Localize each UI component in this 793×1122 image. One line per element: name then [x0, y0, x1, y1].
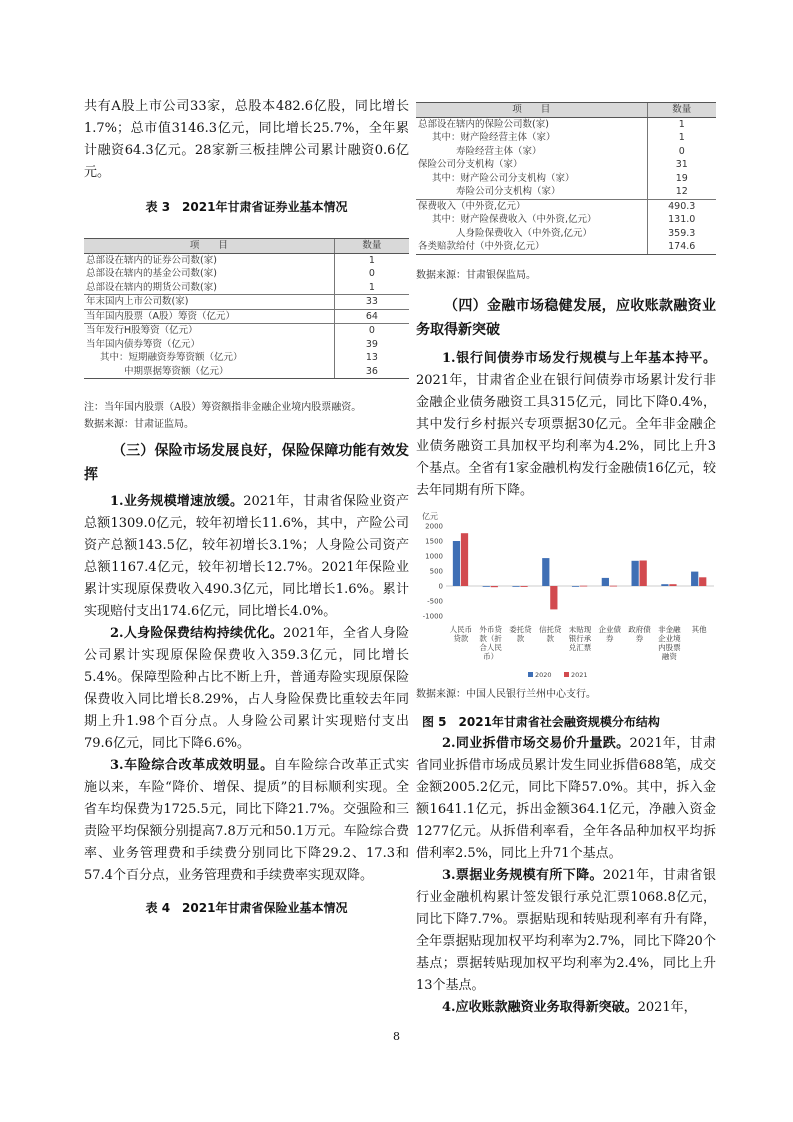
row-label: 其中：财产险保费收入（中外资,亿元）	[432, 214, 597, 225]
row-value: 13	[334, 351, 409, 365]
table-row	[84, 309, 409, 324]
x-tick-label: 信托贷	[538, 624, 562, 634]
y-axis-label: 亿元	[422, 511, 438, 521]
y-tick-label: 2000	[425, 522, 443, 530]
legend-label-2020: 2020	[535, 670, 552, 679]
bar-2021-6	[640, 560, 647, 586]
row-label: 中期票据筹资额（亿元）	[84, 365, 334, 379]
bar-2021-8	[699, 577, 706, 586]
x-tick-label: 券	[635, 633, 644, 643]
paragraph-body: 2021年，	[637, 999, 697, 1015]
row-value: 1	[334, 253, 409, 267]
x-tick-label: 未贴现	[568, 624, 592, 634]
paragraph-title: 2.人身险保费结构持续优化。	[110, 626, 284, 641]
paragraph-interbank-lending	[416, 733, 716, 865]
row-value: 31	[647, 158, 716, 172]
bar-2020-3	[542, 558, 549, 586]
x-tick-label: 券	[606, 633, 614, 643]
bar-2020-2	[512, 586, 519, 587]
row-label: 总部设在辖内的保险公司数(家)	[418, 118, 549, 130]
x-tick-label: 兑汇票	[568, 642, 592, 652]
bar-2021-7	[669, 584, 676, 586]
table-row	[416, 240, 716, 254]
row-label: 当年国内股票（A股）筹资（亿元）	[84, 309, 334, 324]
table3-title: 表 3 2021年甘肃省证券业基本情况	[145, 200, 348, 214]
table-header-row	[84, 239, 409, 254]
row-value: 1	[647, 131, 716, 145]
bar-2021-1	[491, 586, 498, 587]
row-label: 总部设在辖内的基金公司数(家)	[86, 268, 217, 279]
row-label: 总部设在辖内的期货公司数(家)	[86, 281, 217, 293]
page-number: 8	[393, 1030, 400, 1043]
x-tick-label: 款	[546, 633, 554, 643]
table4	[416, 102, 716, 255]
bar-2021-3	[550, 586, 557, 609]
row-value: 1	[334, 281, 409, 295]
table-row	[84, 324, 409, 338]
paragraph-body: 2021年，全省人身险公司累计实现原保险保费收入359.3亿元，同比增长5.4%。保障型险种占比不断上升，普通寿险实现原保险保费收入同比增长8.29%，占人身险保费比重较去年同期上升1.98个百分点。人身险公司累计实现赔付支出79.6亿元，同比下降6.6%。	[84, 626, 409, 751]
table-row	[416, 131, 716, 145]
row-label: 人身险保费收入（中外资,亿元）	[456, 227, 593, 239]
paragraph-title: 1.业务规模增速放缓。	[110, 494, 244, 509]
table-row	[84, 253, 409, 267]
table3-note: 注：当年国内股票（A股）筹资额指非金融企业境内股票融资。	[84, 402, 362, 413]
bar-2020-1	[483, 586, 490, 587]
y-tick-label: 1000	[425, 552, 443, 560]
table-row	[84, 365, 409, 379]
legend-label-2021: 2021	[571, 670, 588, 679]
bar-2020-0	[453, 541, 460, 586]
bar-2020-5	[602, 577, 609, 585]
table-header-item: 项 目	[416, 103, 647, 118]
row-value: 12	[647, 185, 716, 199]
table3-source: 数据来源：甘肃证监局。	[84, 419, 194, 430]
table-header-row	[416, 103, 716, 118]
row-value: 0	[647, 145, 716, 159]
paragraph-title: 3.车险综合改革成效明显。	[110, 758, 274, 773]
row-label: 其中：财产险经营主体（家）	[432, 132, 556, 143]
paragraph-body: 2021年，甘肃省保险业资产总额1309.0亿元，较年初增长11.6%，其中，产险公司资产总额143.5亿，较年初增长3.1%；人身险公司资产总额1167.4亿元，较年初增长12.7%。2021年保险业累计实现原保费收入490.3亿元，同比增长1.6%。累计实现赔付支出174.6亿元，同比增长4.0%。	[84, 494, 409, 619]
legend-swatch-2021	[564, 672, 569, 677]
x-tick-label: 内股票	[658, 642, 681, 652]
x-tick-label: 融资	[661, 651, 677, 661]
table-row	[416, 172, 716, 186]
table-row	[84, 295, 409, 310]
paragraph-life-insurance	[84, 623, 409, 755]
x-tick-label: 合人民	[479, 642, 502, 652]
paragraph-receivables	[416, 997, 716, 1019]
left-column	[84, 96, 409, 919]
paragraph-body: 2021年，甘肃省同业拆借市场成员累计发生同业拆借688笔，成交金额2005.2亿元，同比下降57.0%。其中，拆入金额1641.1亿元，拆出金额364.1亿元，净融入资金1277亿元。从拆借利率看，全年各品种加权平均拆借利率2.5%，同比上升71个基点。	[416, 735, 716, 861]
table-header-count: 数量	[334, 239, 409, 254]
bar-2021-0	[461, 533, 468, 586]
right-column	[416, 96, 716, 1019]
table-header-count: 数量	[647, 103, 716, 118]
table-row	[84, 338, 409, 352]
row-label: 保费收入（中外资,亿元）	[416, 199, 647, 213]
row-value: 490.3	[647, 199, 716, 213]
table-row	[416, 185, 716, 199]
row-label: 当年发行H股筹资（亿元）	[84, 324, 334, 338]
table-row	[84, 267, 409, 281]
row-value: 1	[647, 117, 716, 131]
paragraph-business-scale	[84, 491, 409, 623]
row-value: 39	[334, 338, 409, 352]
bar-2020-4	[572, 586, 579, 587]
x-tick-label: 款（折	[479, 633, 502, 643]
row-label: 总部设在辖内的证券公司数(家)	[86, 254, 217, 266]
bar-2020-7	[661, 584, 668, 586]
bar-2021-4	[580, 585, 587, 586]
y-tick-label: 500	[429, 567, 443, 575]
row-value: 33	[334, 295, 409, 310]
bar-2021-5	[610, 585, 617, 586]
legend-swatch-2020	[528, 672, 533, 677]
table4-source: 数据来源：甘肃银保监局。	[416, 269, 536, 281]
paragraph-bill-business	[416, 865, 716, 997]
paragraph-title: 4.应收账款融资业务取得新突破。	[442, 999, 638, 1015]
x-tick-label: 外币贷	[479, 624, 502, 634]
row-label: 寿险公司分支机构（家）	[456, 186, 561, 197]
row-label: 其中：短期融资券筹资额（亿元）	[100, 352, 243, 363]
row-value: 174.6	[647, 240, 716, 254]
paragraph-body: 2021年，甘肃省银行业金融机构累计签发银行承兑汇票1068.8亿元，同比下降7.7%。票据贴现和转贴现利率有升有降，全年票据贴现加权平均利率为2.7%，同比下降20个基点；票据转贴现加权平均利率为2.4%，同比上升13个基点。	[416, 867, 716, 993]
row-value: 0	[334, 267, 409, 281]
x-tick-label: 政府债	[628, 624, 651, 634]
row-value: 64	[334, 309, 409, 324]
paragraph-title: 3.票据业务规模有所下降。	[442, 867, 603, 883]
x-tick-label: 币）	[483, 651, 499, 661]
table-row	[416, 213, 716, 227]
paragraph-body: 2021年，甘肃省企业在银行间债券市场累计发行非金融企业债务融资工具315亿元，同比下降0.4%，其中发行乡村振兴专项票据30亿元。全年非金融企业债务融资工具加权平均利率为4.2%，同比上升3个基点。全省有1家金融机构发行金融债16亿元，较去年同期有所下降。	[416, 372, 716, 498]
table-row	[416, 227, 716, 241]
table-row	[84, 281, 409, 295]
bar-2021-2	[520, 586, 527, 587]
intro-paragraph: 共有A股上市公司33家，总股本482.6亿股，同比增长1.7%；总市值3146.3亿元，同比增长25.7%，全年累计融资64.3亿元。28家新三板挂牌公司累计融资0.6亿元。	[84, 99, 409, 180]
y-tick-label: 0	[438, 582, 443, 590]
x-tick-label: 贷款	[453, 633, 469, 643]
row-value: 0	[334, 324, 409, 338]
figure5-title: 图 5 2021年甘肃省社会融资规模分布结构	[422, 714, 660, 729]
x-tick-label: 委托贷	[509, 624, 532, 634]
row-value: 131.0	[647, 213, 716, 227]
paragraph-body: 自车险综合改革正式实施以来，车险“降价、增保、提质”的目标顺利实现。全省车均保费为1725.5元，同比下降21.7%。交强险和三责险平均保额分别提高7.8万元和50.1万元。车险综合费率、业务管理费和手续费分别同比下降29.2、17.3和57.4个百分点，业务管理费和手续费率实现双降。	[84, 758, 409, 883]
table-row	[416, 145, 716, 159]
y-tick-label: -500	[427, 597, 443, 605]
x-tick-label: 非金融	[658, 624, 681, 634]
section3-heading: （三）保险市场发展良好，保险保障功能有效发挥	[84, 443, 409, 483]
table-row	[416, 158, 716, 172]
row-label: 各类赔款给付（中外资,亿元）	[416, 240, 647, 254]
table-header-item: 项 目	[84, 239, 334, 254]
paragraph-bond-market	[416, 348, 716, 502]
table3	[84, 238, 409, 379]
bar-2020-8	[691, 571, 698, 585]
bar-2020-6	[632, 560, 639, 585]
y-tick-label: 1500	[425, 537, 443, 545]
row-value: 36	[334, 365, 409, 379]
x-tick-label: 银行承	[568, 633, 592, 643]
x-tick-label: 企业债	[598, 624, 622, 634]
row-label: 寿险经营主体（家）	[456, 145, 542, 157]
section4-heading: （四）金融市场稳健发展，应收账款融资业务取得新突破	[416, 297, 716, 338]
row-value: 359.3	[647, 227, 716, 241]
paragraph-title: 1.银行间债券市场发行规模与上年基本持平。	[442, 350, 716, 366]
row-label: 年末国内上市公司数(家)	[84, 295, 334, 310]
financing-structure-chart	[416, 510, 716, 680]
y-tick-label: -1000	[422, 612, 443, 620]
x-tick-label: 其他	[691, 624, 707, 634]
x-tick-label: 款	[516, 633, 525, 643]
table-row	[416, 117, 716, 131]
x-tick-label: 人民币	[449, 624, 473, 634]
row-label: 其中：财产险公司分支机构（家）	[432, 172, 575, 184]
row-label: 当年国内债券筹资（亿元）	[86, 338, 201, 350]
row-value: 19	[647, 172, 716, 186]
table-row	[84, 351, 409, 365]
x-tick-label: 企业境	[658, 633, 681, 643]
table-row	[416, 199, 716, 213]
chart-source: 数据来源：中国人民银行兰州中心支行。	[416, 688, 596, 700]
paragraph-title: 2.同业拆借市场交易价升量跌。	[442, 735, 630, 751]
paragraph-auto-insurance	[84, 755, 409, 887]
table4-title: 表 4 2021年甘肃省保险业基本情况	[145, 901, 348, 915]
row-label: 保险公司分支机构（家）	[418, 159, 523, 170]
